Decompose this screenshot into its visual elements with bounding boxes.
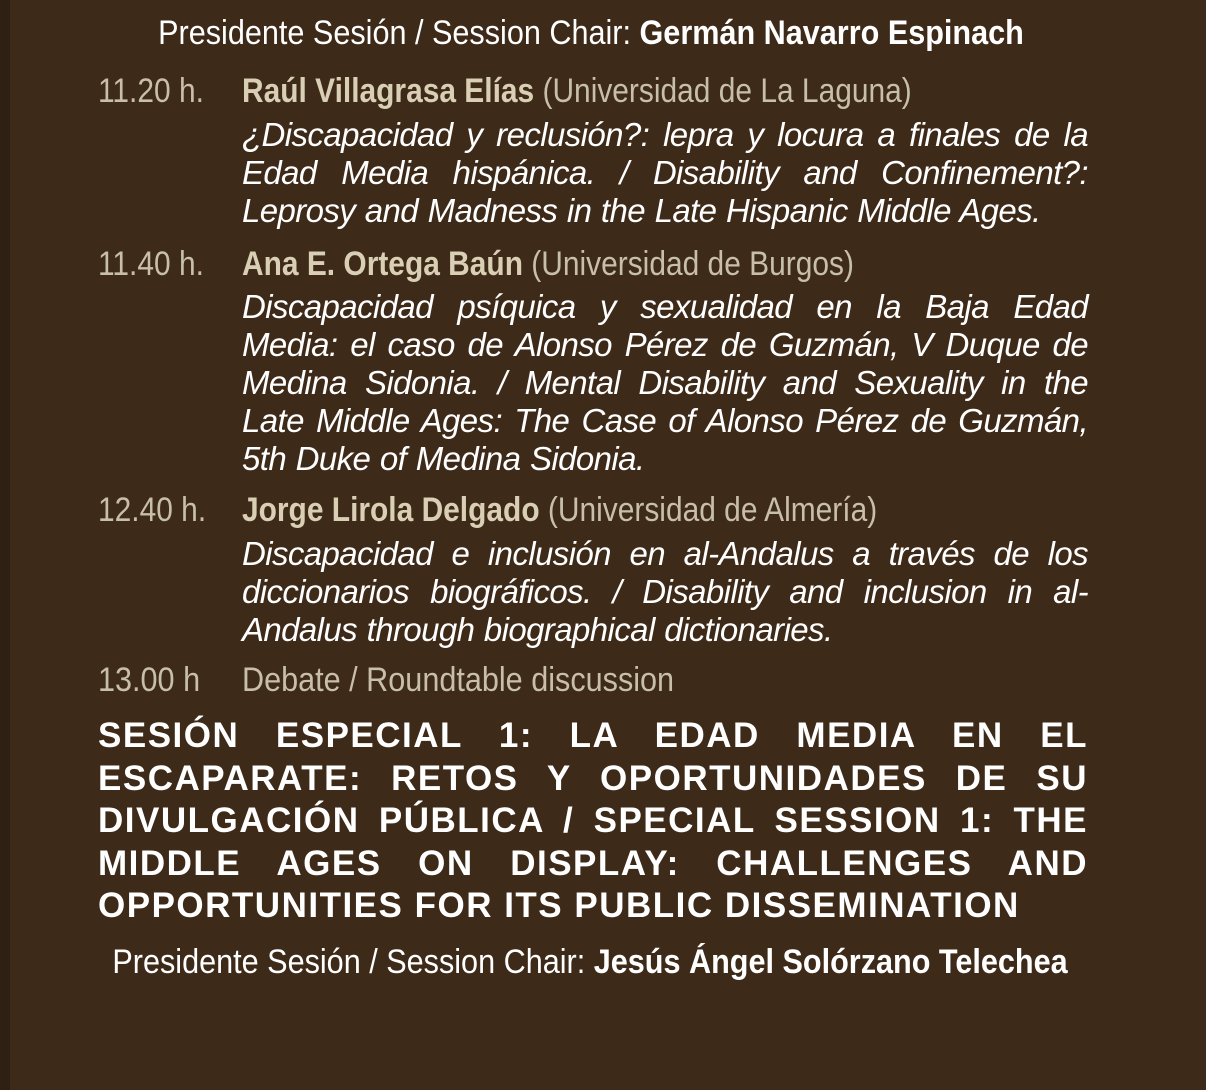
speaker-name: Ana E. Ortega Baún: [242, 245, 523, 283]
talk-time: 12.40 h.: [98, 491, 207, 529]
speaker-name: Jorge Lirola Delgado: [242, 491, 540, 529]
speaker-affiliation: (Universidad de Almería): [547, 491, 878, 529]
speaker-affiliation: (Universidad de Burgos): [531, 245, 854, 283]
special-session-chair-line: [56, 942, 1123, 982]
session-chair-line: [57, 13, 1124, 53]
page-left-edge: [0, 0, 10, 1090]
talk-title: Discapacidad psíquica y sexualidad en la Baja Edad Media: el caso de Alonso Pérez de Guzmán, V Duque de Medina Sidonia. / Mental Disability and Sexuality in the Late Middle Ages: The Case of Alonso Pérez de Guzmán, 5th Duke of Medina Sidonia.: [242, 288, 1088, 477]
speaker-affiliation: (Universidad de La Laguna): [542, 72, 912, 110]
special-session-chair-label: Presidente Sesión / Session Chair:: [112, 943, 586, 981]
talk-speaker-line: [242, 244, 854, 284]
special-session-chair-name: Jesús Ángel Solórzano Telechea: [593, 943, 1068, 981]
debate-text: Debate / Roundtable discussion: [242, 661, 675, 699]
session-chair-name: Germán Navarro Espinach: [639, 14, 1024, 52]
talk-time: 11.40 h.: [98, 245, 204, 283]
talk-title: ¿Discapacidad y reclusión?: lepra y locura a finales de la Edad Media hispánica. / Disability and Confinement?: Leprosy and Madness in the Late Hispanic Middle Ages.: [242, 116, 1088, 229]
special-session-title: SESIÓN ESPECIAL 1: LA EDAD MEDIA EN EL ESCAPARATE: RETOS Y OPORTUNIDADES DE SU DIVULGACIÓN PÚBLICA / SPECIAL SESSION 1: THE MIDDLE AGES ON DISPLAY: CHALLENGES AND OPPORTUNITIES FOR ITS PUBLIC DISSEMINATION: [98, 716, 1088, 925]
debate-time: 13.00 h: [98, 661, 201, 699]
talk-title: Discapacidad e inclusión en al-Andalus a través de los diccionarios biográficos. / Disability and inclusion in al-Andalus through biographical dictionaries.: [242, 535, 1088, 648]
session-chair-label: Presidente Sesión / Session Chair:: [158, 14, 631, 52]
talk-speaker-line: [242, 71, 912, 111]
talk-speaker-line: [242, 490, 877, 530]
talk-time: 11.20 h.: [98, 72, 204, 110]
speaker-name: Raúl Villagrasa Elías: [242, 72, 535, 110]
